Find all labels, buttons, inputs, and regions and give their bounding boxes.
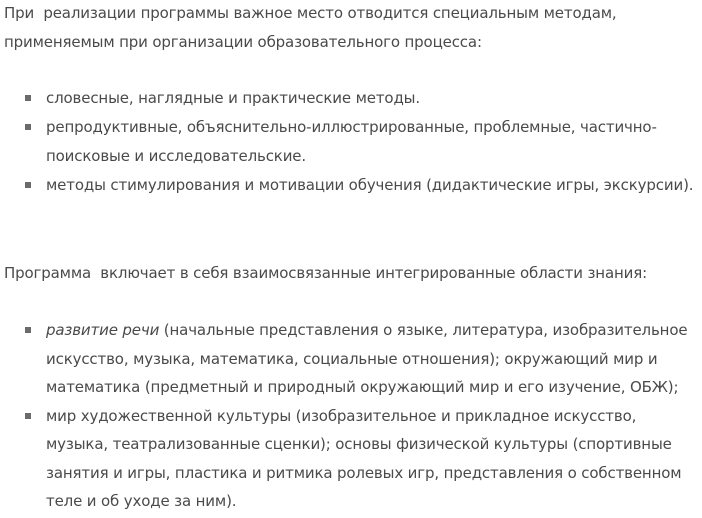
list-item [4,113,698,171]
areas-list [4,316,698,516]
list-item-text: (начальные представления о языке, литература, изобразительное искусство, музыка, математика, социальные отношения); окружающий мир и математика (предметный и природный окружающий мир и его изучение, ОБЖ); [46,321,688,396]
areas-list-container [4,316,698,516]
bullet-icon [25,182,31,188]
areas-paragraph: Программа включает в себя взаимосвязанные интегрированные области знания: [4,264,648,282]
bullet-icon [25,413,31,419]
list-item-text: методы стимулирования и мотивации обучения (дидактические игры, экскурсии). [46,176,694,194]
list-item [4,171,698,200]
bullet-icon [25,95,31,101]
list-item-text: репродуктивные, объяснительно-иллюстрированные, проблемные, частично-поисковые и исследовательские. [46,118,657,165]
list-item-text: мир художественной культуры (изобразительное и прикладное искусство, музыка, театрализованные сценки); основы физической культуры (спортивные занятия и игры, пластика и ритмика ролевых игр, представления о собственном теле и об уходе за ним). [46,406,682,510]
list-item-emphasis: развитие речи [46,321,160,339]
list-item [4,316,698,402]
list-item-text: словесные, наглядные и практические методы. [46,89,420,107]
list-item [4,402,698,516]
bullet-icon [25,327,31,333]
methods-list-container [4,84,698,200]
intro-paragraph: При реализации программы важное место отводится специальным методам, применяемым при организации образовательного процесса: [4,4,622,51]
methods-list [4,84,698,200]
list-item [4,84,698,113]
bullet-icon [25,124,31,130]
